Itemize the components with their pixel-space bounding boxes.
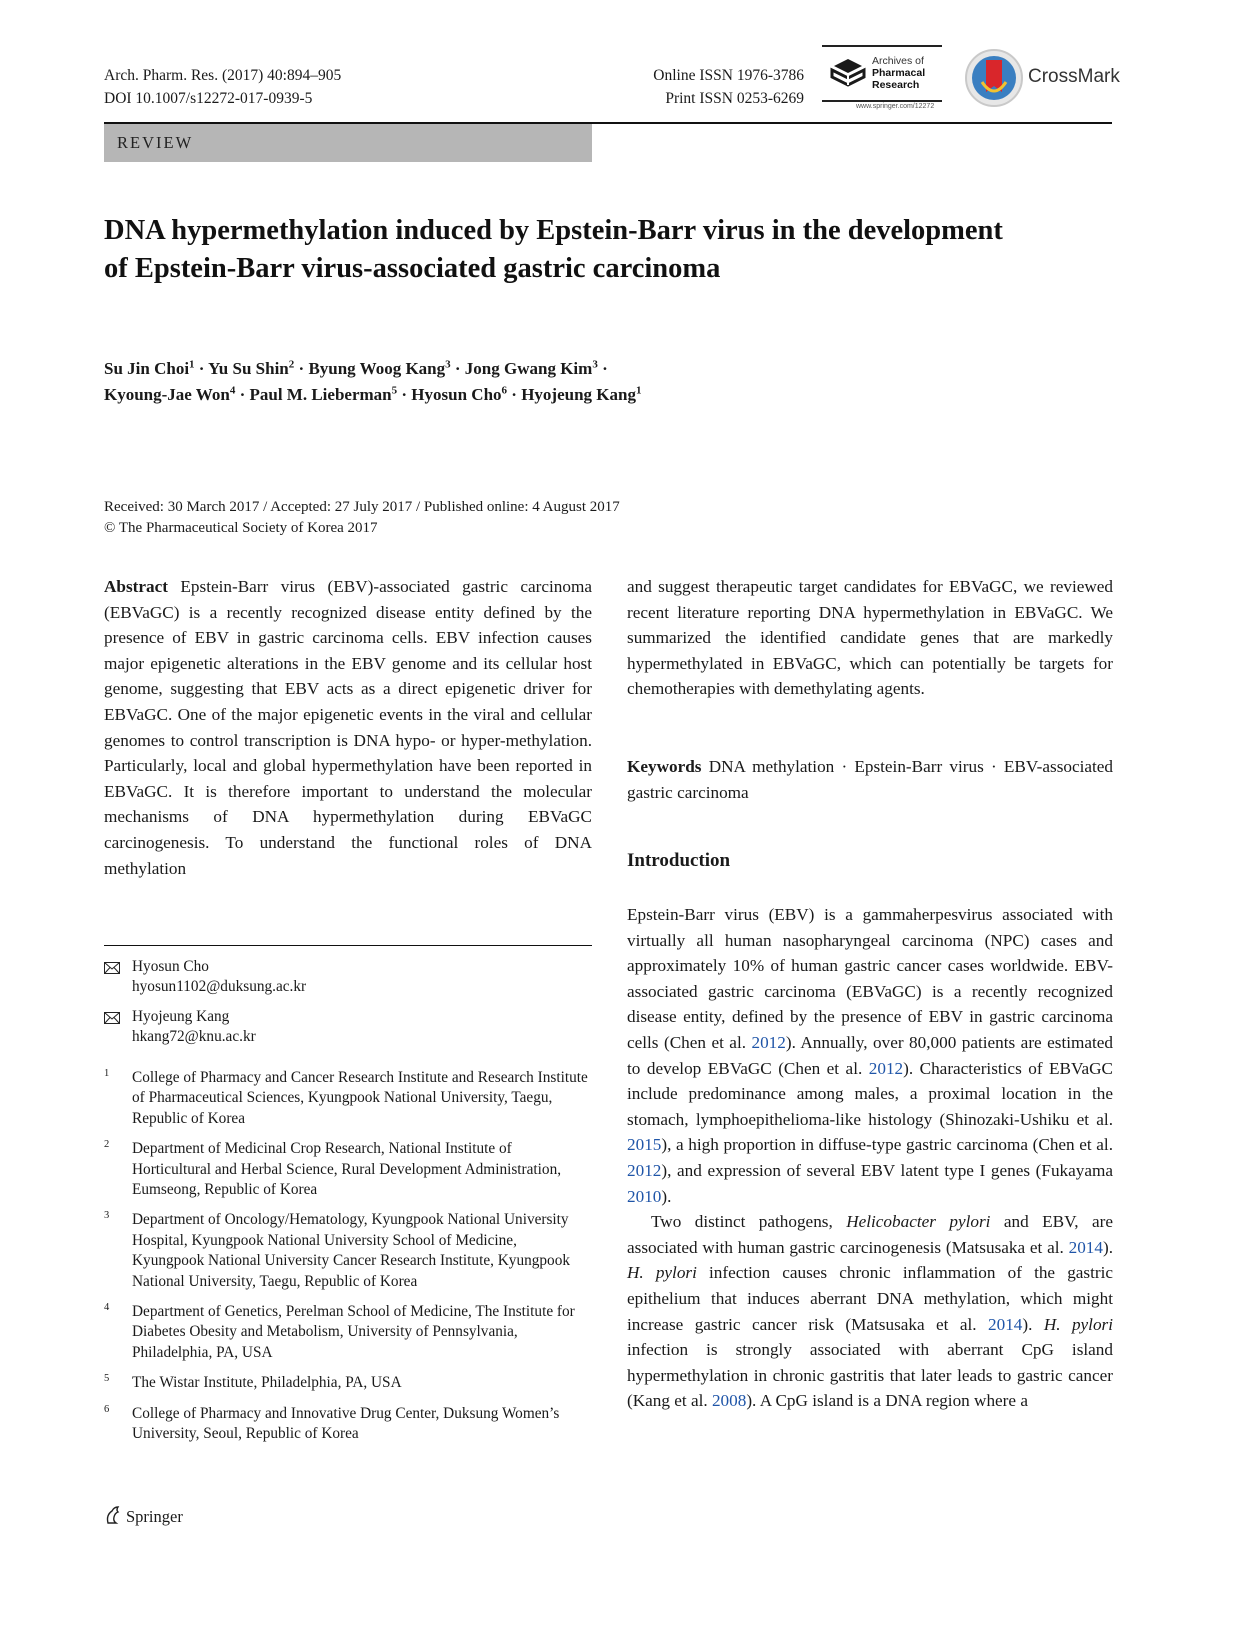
- affiliation: [104, 1302, 592, 1363]
- author[interactable]: Su Jin Choi: [104, 359, 190, 378]
- author-list: Su Jin Choi$^1$ · Yu Su Shin$^2$ · Byung Woog Kang$^3$ · Jong Gwang Kim$^3$ · Kyoung-Jae Won$^4$ · Paul M. Lieberman$^5$ · Hyosun Cho$^6$ · Hyojeung Kang$^1$: [104, 358, 642, 404]
- author[interactable]: Byung Woog Kang: [308, 359, 446, 378]
- crossmark-label: CrossMark: [1028, 66, 1120, 87]
- paragraph: Two distinct pathogens, Helicobacter pylori and EBV, are associated with human gastric carcinogenesis (Matsusaka et al. 2014). H. pylori infection causes chronic inflammation of the gastric epithelium that induces aberrant DNA methylation, which might increase gastric cancer risk (Matsusaka et al. 2014). H. pylori infection is strongly associated with aberrant CpG island hypermethylation in chronic gastritis that later leads to gastric cancer (Kang et al. 2008). A CpG island is a DNA region where a: [627, 1212, 1114, 1411]
- journal-logo: [822, 45, 942, 111]
- journal-name-line1: Archives of: [872, 55, 924, 67]
- contact-entry: [104, 957, 592, 998]
- abstract-label: Abstract: [104, 577, 168, 596]
- abstract-left: [104, 574, 592, 881]
- crossmark-icon: [964, 48, 1024, 108]
- affiliation-text: Department of Genetics, Perelman School of Medicine, The Institute for Diabetes Obesity and Metabolism, University of Pennsylvania, Philadelphia, PA, USA: [132, 1303, 575, 1361]
- copyright-line: © The Pharmaceutical Society of Korea 2017: [104, 520, 378, 536]
- envelope-icon: [104, 962, 120, 974]
- doi-line[interactable]: DOI 10.1007/s12272-017-0939-5: [104, 90, 313, 107]
- affiliation-text: Department of Medicinal Crop Research, National Institute of Horticultural and Herbal Science, Rural Development Administration, Eumseong, Republic of Korea: [132, 1140, 562, 1199]
- correspondence-block: [104, 957, 592, 1057]
- footnote-rule: [104, 945, 592, 946]
- citation-link[interactable]: 2010: [627, 1186, 662, 1206]
- affiliation-number: 4: [104, 1302, 110, 1314]
- contact-email[interactable]: hkang72@knu.ac.kr: [132, 1028, 256, 1046]
- article-type: REVIEW: [117, 133, 194, 152]
- affiliation-number: 2: [104, 1139, 110, 1151]
- author[interactable]: Hyojeung Kang: [521, 385, 636, 404]
- citation-link[interactable]: 2012: [627, 1160, 662, 1180]
- citation-link[interactable]: 2014: [988, 1314, 1023, 1334]
- contact-entry: [104, 1007, 592, 1048]
- affiliation-number: 3: [104, 1210, 110, 1222]
- affiliation: [104, 1068, 592, 1129]
- issn-print: Print ISSN 0253-6269: [665, 90, 804, 107]
- abstract-right: and suggest therapeutic target candidates for EBVaGC, we reviewed recent literature reporting DNA hypermethylation in EBVaGC. We summarized the identified candidate genes that are markedly hypermethylated in EBVaGC, which can potentially be targets for chemotherapies with demethylating agents.: [627, 577, 1113, 699]
- citation-link[interactable]: 2012: [751, 1032, 786, 1052]
- paragraph: Epstein-Barr virus (EBV) is a gammaherpesvirus associated with virtually all human nasopharyngeal carcinoma (NPC) cases and approximately 10% of human gastric cancer cases worldwide. EBV-associated gastric carcinoma (EBVaGC) is a recently recognized disease entity, defined by the presence of EBV in gastric carcinoma cells (Chen et al. 2012). Annually, over 80,000 patients are estimated to develop EBVaGC (Chen et al. 2012). Characteristics of EBVaGC include predominance among males, a proximal location in the stomach, lymphoepithelioma-like histology (Shinozaki-Ushiku et al. 2015), a high proportion in diffuse-type gastric carcinoma (Chen et al. 2012), and expression of several EBV latent type I genes (Fukayama 2010).: [627, 905, 1114, 1206]
- affiliation: [104, 1404, 592, 1445]
- publisher-footer: [104, 1505, 183, 1527]
- author[interactable]: Paul M. Lieberman: [249, 385, 392, 404]
- affiliation: [104, 1210, 592, 1292]
- contact-name: Hyosun Cho: [132, 958, 209, 975]
- envelope-icon: [104, 1012, 120, 1024]
- citation-block: [104, 64, 341, 110]
- affiliation: [104, 1139, 592, 1200]
- issn-block: [634, 64, 804, 110]
- citation-link[interactable]: 2014: [1068, 1237, 1103, 1257]
- abstract-text: Epstein-Barr virus (EBV)-associated gastric carcinoma (EBVaGC) is a recently recognized disease entity defined by the presence of EBV in gastric carcinoma cells. EBV infection causes major epigenetic alterations in the EBV genome and its cellular host genome, suggesting that EBV acts as a direct epigenetic driver for EBVaGC. One of the major epigenetic events in the viral and cellular genomes to control transcription is DNA hypo- or hyper-methylation. Particularly, local and global hypermethylation have been reported in EBVaGC. It is therefore important to understand the molecular mechanisms of DNA hypermethylation during EBVaGC carcinogenesis. To understand the functional roles of DNA methylation: [104, 577, 592, 878]
- journal-url: www.springer.com/12272: [856, 103, 935, 110]
- keywords: [627, 754, 1113, 805]
- contact-name: Hyojeung Kang: [132, 1007, 230, 1025]
- springer-horse-icon: [104, 1505, 122, 1525]
- keywords-text: DNA methylation · Epstein-Barr virus · EBV-associated gastric carcinoma: [627, 757, 1114, 802]
- affiliation-number: 1: [104, 1068, 110, 1079]
- affiliation-text: Department of Oncology/Hematology, Kyungpook National University Hospital, Kyungpook National University School of Medicine, Kyungpook National University Cancer Research Institute, Kyungpook National University, Taegu, Republic of Korea: [132, 1211, 570, 1290]
- article-title: DNA hypermethylation induced by Epstein-Barr virus in the development of Epstein-Barr virus-associated gastric carcinoma: [104, 215, 1003, 284]
- issn-online: Online ISSN 1976-3786: [653, 67, 804, 84]
- affiliation-text: College of Pharmacy and Innovative Drug Center, Duksung Women’s University, Seoul, Republic of Korea: [132, 1404, 560, 1443]
- journal-name-line2: Pharmacal: [872, 67, 926, 79]
- book-icon: [830, 57, 866, 87]
- citation-link[interactable]: 2015: [627, 1135, 662, 1155]
- contact-email[interactable]: hyosun1102@duksung.ac.kr: [132, 978, 307, 996]
- section-heading: Introduction: [627, 850, 731, 871]
- publisher-name: Springer: [126, 1507, 183, 1526]
- affiliation-number: 5: [104, 1373, 110, 1385]
- author[interactable]: Yu Su Shin: [208, 359, 289, 378]
- publication-dates: [104, 497, 620, 539]
- history-line: Received: 30 March 2017 / Accepted: 27 July 2017 / Published online: 4 August 2017: [104, 499, 620, 515]
- affiliation-text: The Wistar Institute, Philadelphia, PA, USA: [132, 1374, 402, 1392]
- journal-name-line3: Research: [872, 79, 920, 91]
- author[interactable]: Jong Gwang Kim: [464, 359, 593, 378]
- author[interactable]: Kyoung-Jae Won: [104, 385, 230, 404]
- affiliation: [104, 1373, 592, 1393]
- article-type-bar: [104, 124, 592, 162]
- affiliation-text: College of Pharmacy and Cancer Research Institute and Research Institute of Pharmaceutical Sciences, Kyungpook National University, Taegu, Republic of Korea: [132, 1069, 588, 1127]
- citation-line: Arch. Pharm. Res. (2017) 40:894–905: [104, 67, 342, 84]
- citation-link[interactable]: 2012: [868, 1058, 904, 1078]
- keywords-label: Keywords: [627, 757, 702, 776]
- citation-link[interactable]: 2008: [711, 1391, 747, 1411]
- affiliation-list: [104, 1068, 592, 1455]
- crossmark-badge[interactable]: [964, 48, 1120, 108]
- author[interactable]: Hyosun Cho: [411, 385, 502, 404]
- introduction-body: [627, 902, 1113, 1414]
- affiliation-number: 6: [104, 1403, 110, 1415]
